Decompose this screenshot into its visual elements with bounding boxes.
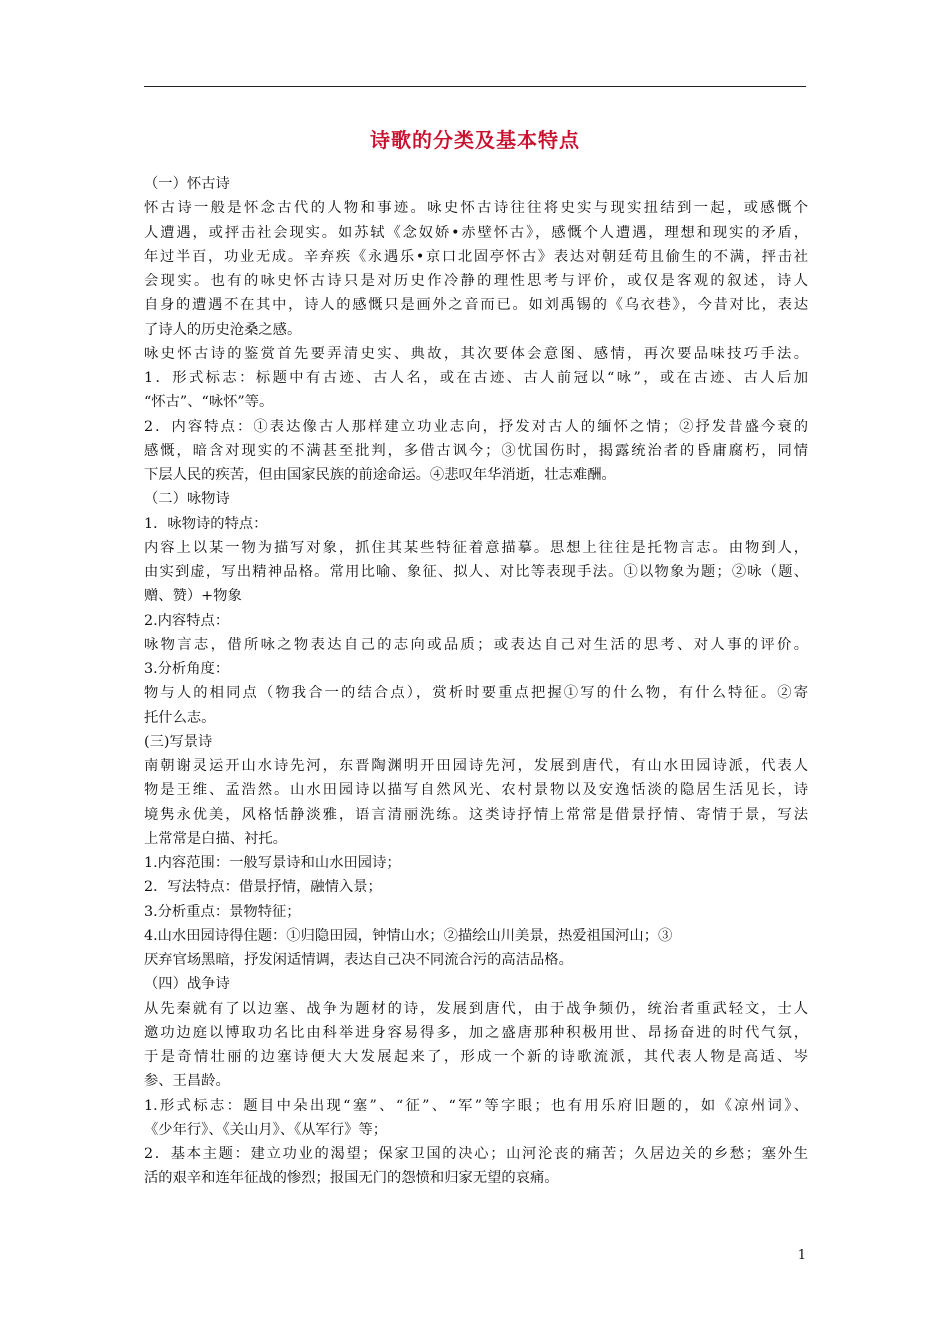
text-line: 于是奇情壮丽的边塞诗便大大发展起来了，形成一个新的诗歌流派，其代表人物是高适、岑 xyxy=(144,1049,808,1065)
text-line: 物与人的相同点（物我合一的结合点），赏析时要重点把握①写的什么物，有什么特征。②寄 xyxy=(144,685,808,702)
text-line: 由实到虚，写出精神品格。常用比喻、象征、拟人、对比等表现手法。①以物象为题；②咏（题、 xyxy=(144,564,808,580)
page-number: 1 xyxy=(797,1248,806,1263)
text-line: 人遭遇，或抨击社会现实。如苏轼《念奴娇•赤壁怀古》，感慨个人遭遇，理想和现实的矛盾， xyxy=(144,224,808,241)
text-line: 物是王维、孟浩然。山水田园诗以描写自然风光、农村景物以及安逸恬淡的隐居生活见长，诗 xyxy=(144,782,808,799)
page-title: 诗歌的分类及基本特点 xyxy=(370,128,580,152)
text-line: 1.形式标志：题目中朵出现“塞”、“征”、“军”等字眼；也有用乐府旧题的，如《凉州词》、 xyxy=(144,1097,808,1114)
text-line: 2．写法特点：借景抒情，融情入景； xyxy=(144,879,382,896)
text-line: 3.分析角度： xyxy=(144,661,230,677)
text-line: 从先秦就有了以边塞、战争为题材的诗，发展到唐代，由于战争频仍，统治者重武轻文，士人 xyxy=(144,1000,808,1017)
text-line: 会现实。也有的咏史怀古诗只是对历史作冷静的理性思考与评价，或仅是客观的叙述，诗人 xyxy=(144,273,808,289)
text-line: 内容上以某一物为描写对象，抓住其某些特征着意描摹。思想上往往是托物言志。由物到人， xyxy=(144,539,808,556)
text-line: 境隽永优美，风格恬静淡雅，语言清丽洗练。这类诗抒情上常常是借景抒情、寄情于景，写法 xyxy=(144,806,808,823)
text-line: （一）怀古诗 xyxy=(144,176,230,192)
text-line: 自身的遭遇不在其中，诗人的感慨只是画外之音而已。如刘禹锡的《乌衣巷》，今昔对比，表达 xyxy=(144,297,808,314)
text-line: 怀古诗一般是怀念古代的人物和事迹。咏史怀古诗往往将史实与现实扭结到一起，或感慨个 xyxy=(144,200,808,217)
text-line: “怀古”、“咏怀”等。 xyxy=(144,394,274,411)
text-line: 3.分析重点：景物特征； xyxy=(144,903,301,920)
text-line: 邀功边庭以博取功名比由科举进身容易得多，加之盛唐那种积极用世、昂扬奋进的时代气氛， xyxy=(144,1024,808,1041)
text-line: （四）战争诗 xyxy=(144,976,230,993)
text-line: 4.山水田园诗得住题：①归隐田园，钟情山水；②描绘山川美景，热爱祖国河山；③ xyxy=(144,927,673,944)
text-line: 1.内容范围：一般写景诗和山水田园诗； xyxy=(144,855,401,871)
text-line: 赠、赞）+物象 xyxy=(144,588,242,605)
text-line: 年过半百，功业无成。辛弃疾《永遇乐•京口北固亭怀古》表达对朝廷苟且偷生的不满，抨击社 xyxy=(144,248,808,265)
text-line: 了诗人的历史沧桑之感。 xyxy=(144,321,302,338)
text-line: 咏史怀古诗的鉴赏首先要弄清史实、典故，其次要体会意图、感情，再次要品味技巧手法。 xyxy=(144,345,808,362)
text-line: 托什么志。 xyxy=(144,709,216,726)
text-line: 活的艰辛和连年征战的惨烈；报国无门的怨愤和归家无望的哀痛。 xyxy=(144,1170,559,1187)
document-body xyxy=(144,172,808,1191)
text-line: （二）咏物诗 xyxy=(144,491,230,508)
text-line: 南朝谢灵运开山水诗先河，东晋陶渊明开田园诗先河，发展到唐代，有山水田园诗派，代表人 xyxy=(144,758,808,774)
text-line: 2．基本主题：建立功业的渴望；保家卫国的决心；山河沦丧的痛苦；久居边关的乡愁；塞外生 xyxy=(144,1146,808,1162)
text-line: 感慨，暗含对现实的不满甚至批判，多借古讽今；③忧国伤时，揭露统治者的昏庸腐朽，同情 xyxy=(144,442,808,459)
text-line: 厌弃官场黑暗，抒发闲适情调，表达自己决不同流合污的高洁品格。 xyxy=(144,952,573,968)
text-line: 2．内容特点：①表达像古人那样建立功业志向，抒发对古人的缅怀之情；②抒发昔盛今衰的 xyxy=(144,418,808,435)
text-line: 1．咏物诗的特点： xyxy=(144,515,268,532)
text-line: 咏物言志，借所咏之物表达自己的志向或品质；或表达自己对生活的思考、对人事的评价。 xyxy=(144,636,808,653)
text-line: 《少年行》、《关山月》、《从军行》等； xyxy=(144,1121,388,1138)
text-line: 参、王昌龄。 xyxy=(144,1073,230,1090)
text-line: (三)写景诗 xyxy=(144,733,213,750)
text-line: 上常常是白描、衬托。 xyxy=(144,830,287,847)
text-line: 下层人民的疾苦，但由国家民族的前途命运。④悲叹年华消逝，壮志难酬。 xyxy=(144,467,616,483)
header-rule xyxy=(144,86,806,87)
text-line: 2.内容特点： xyxy=(144,612,230,629)
text-line: 1．形式标志：标题中有古迹、古人名，或在古迹、古人前冠以“咏”，或在古迹、古人后加 xyxy=(144,370,808,386)
